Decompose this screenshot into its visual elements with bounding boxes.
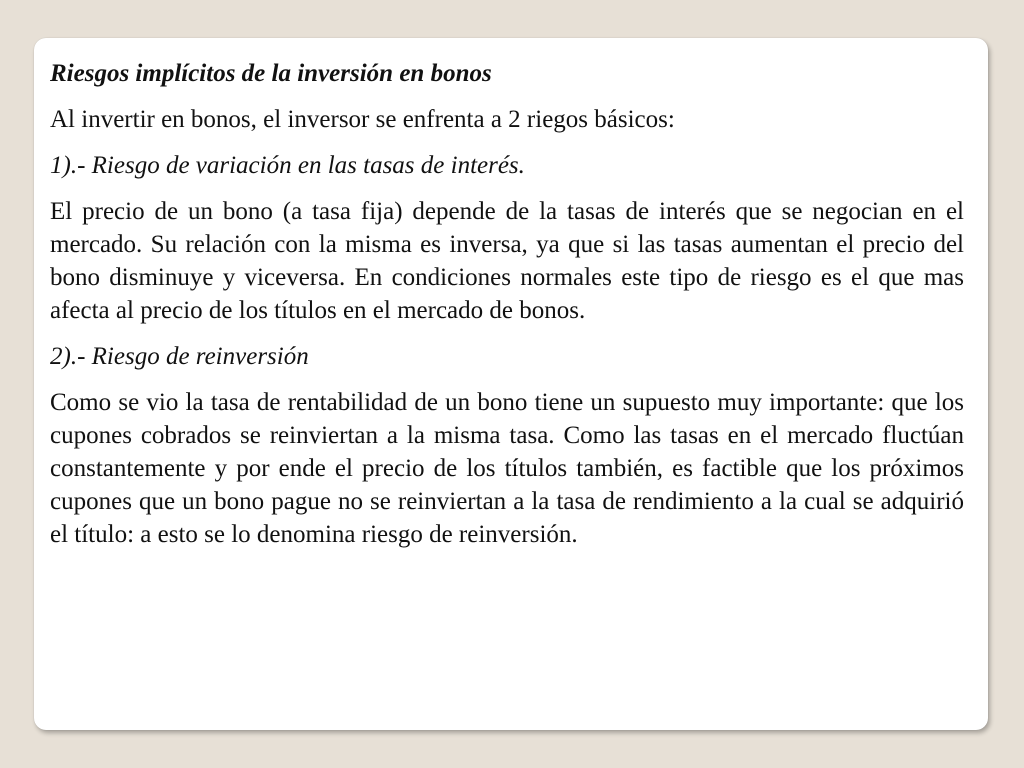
section-2-heading: 2).- Riesgo de reinversión xyxy=(50,343,309,370)
slide-title: Riesgos implícitos de la inversión en bonos xyxy=(50,60,492,87)
section-2-body: Como se vio la tasa de rentabilidad de un bono tiene un supuesto muy importante: que los cupones cobrados se reinviertan a la misma tasa. Como las tasas en el mercado fluctúan constantemente y por ende el precio de los títulos también, es factible que los próximos cupones que un bono pague no se reinviertan a la tasa de rendimiento a la cual se adquirió el título: a esto se lo denomina riesgo de reinversión. xyxy=(50,389,964,548)
section-1-body: El precio de un bono (a tasa fija) depende de la tasas de interés que se negocian en el mercado. Su relación con la misma es inversa, ya que si las tasas aumentan el precio del bono disminuye y viceversa. En condiciones normales este tipo de riesgo es el que mas afecta al precio de los títulos en el mercado de bonos. xyxy=(50,198,964,324)
slide-content xyxy=(50,57,964,564)
intro-paragraph: Al invertir en bonos, el inversor se enfrenta a 2 riegos básicos: xyxy=(50,106,675,133)
section-1-heading: 1).- Riesgo de variación en las tasas de interés. xyxy=(50,152,525,179)
slide-frame xyxy=(34,38,988,730)
